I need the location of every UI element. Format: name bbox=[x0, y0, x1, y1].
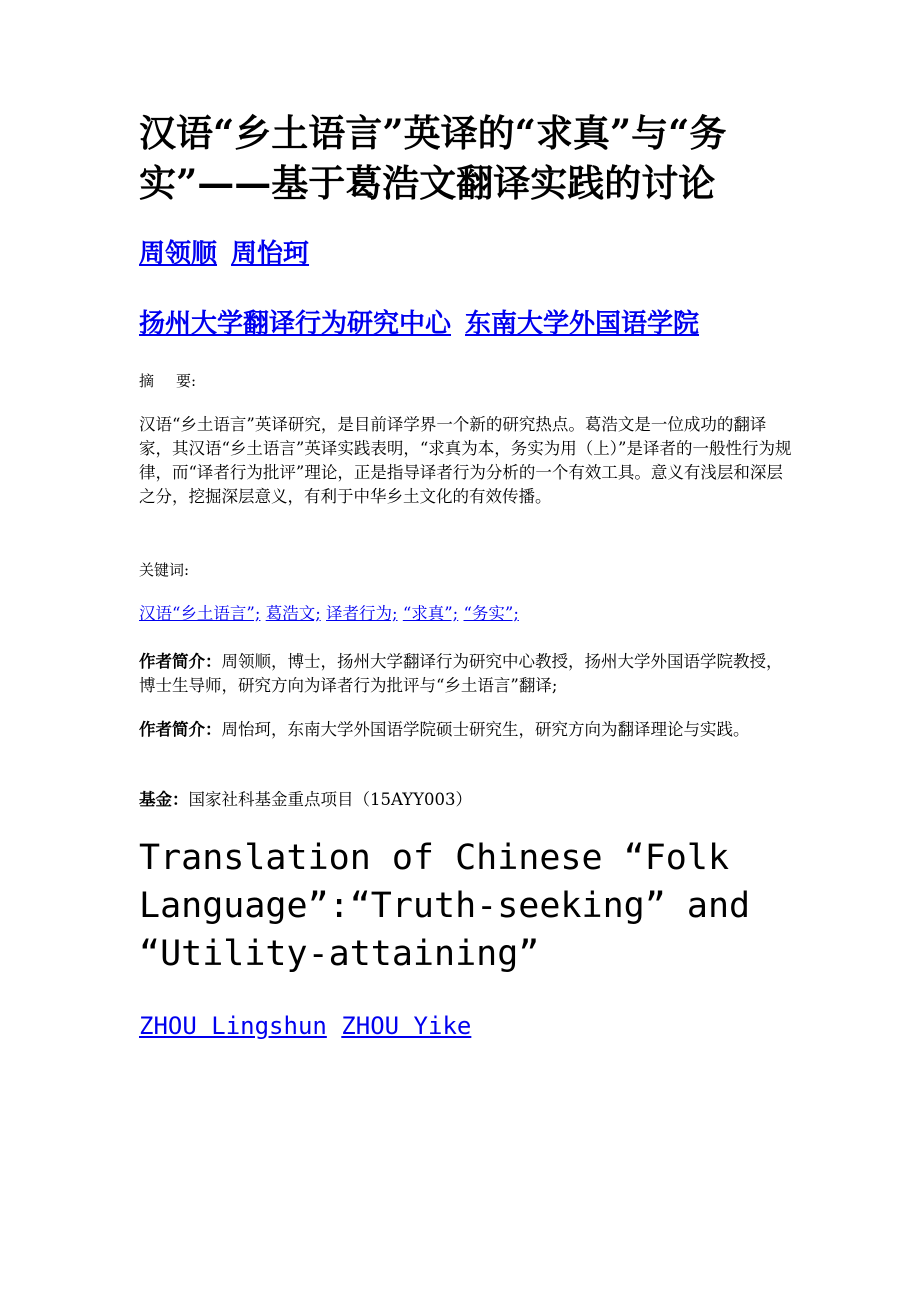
english-author-link-2[interactable]: ZHOU Yike bbox=[341, 1012, 472, 1040]
fund-label: 基金： bbox=[139, 790, 189, 809]
keyword-link-2[interactable]: 葛浩文; bbox=[265, 604, 321, 623]
keyword-link-5[interactable]: “务实”; bbox=[463, 604, 519, 623]
chinese-title: 汉语“乡土语言”英译的“求真”与“务实”——基于葛浩文翻译实践的讨论 bbox=[139, 111, 727, 205]
affiliation-link-1[interactable]: 扬州大学翻译行为研究中心 bbox=[139, 309, 452, 339]
keywords-list bbox=[139, 602, 519, 626]
author-link-1[interactable]: 周领顺 bbox=[139, 239, 218, 269]
abstract-label-part-2: 要: bbox=[176, 372, 197, 390]
keyword-link-1[interactable]: 汉语“乡土语言”; bbox=[139, 604, 261, 623]
author-bio-2 bbox=[139, 718, 794, 742]
english-author-link-1[interactable]: ZHOU Lingshun bbox=[139, 1012, 327, 1040]
bio-text-1: 周领顺，博士，扬州大学翻译行为研究中心教授，扬州大学外国语学院教授，博士生导师，研究方向为译者行为批评与“乡土语言”翻译; bbox=[139, 652, 783, 695]
english-title: Translation of Chinese “Folk Language”:“Truth-seeking” and “Utility-attaining” bbox=[139, 838, 751, 974]
fund-text: 国家社科基金重点项目（15AYY003） bbox=[188, 790, 473, 809]
bio-label-1: 作者简介： bbox=[139, 652, 222, 671]
keyword-link-4[interactable]: “求真”; bbox=[402, 604, 459, 623]
keywords-label: 关键词: bbox=[139, 561, 190, 579]
author-link-2[interactable]: 周怡珂 bbox=[231, 239, 310, 269]
bio-label-2: 作者简介： bbox=[139, 720, 222, 739]
author-bio-1 bbox=[139, 650, 794, 698]
chinese-affiliations bbox=[139, 304, 699, 344]
abstract-label bbox=[139, 370, 196, 392]
english-authors bbox=[139, 1008, 471, 1044]
chinese-authors bbox=[139, 234, 309, 274]
abstract-text: 汉语“乡土语言”英译研究，是目前译学界一个新的研究热点。葛浩文是一位成功的翻译家，其汉语“乡土语言”英译实践表明，“求真为本，务实为用（上）”是译者的一般性行为规律，而“译者行为批评”理论，正是指导译者行为分析的一个有效工具。意义有浅层和深层之分，挖掘深层意义，有利于中华乡土文化的有效传播。 bbox=[139, 415, 792, 506]
affiliation-link-2[interactable]: 东南大学外国语学院 bbox=[465, 309, 700, 339]
keyword-link-3[interactable]: 译者行为; bbox=[326, 604, 398, 623]
abstract-label-part-1: 摘 bbox=[139, 372, 155, 390]
bio-text-2: 周怡珂，东南大学外国语学院硕士研究生，研究方向为翻译理论与实践。 bbox=[221, 720, 750, 739]
fund-info bbox=[139, 788, 472, 812]
